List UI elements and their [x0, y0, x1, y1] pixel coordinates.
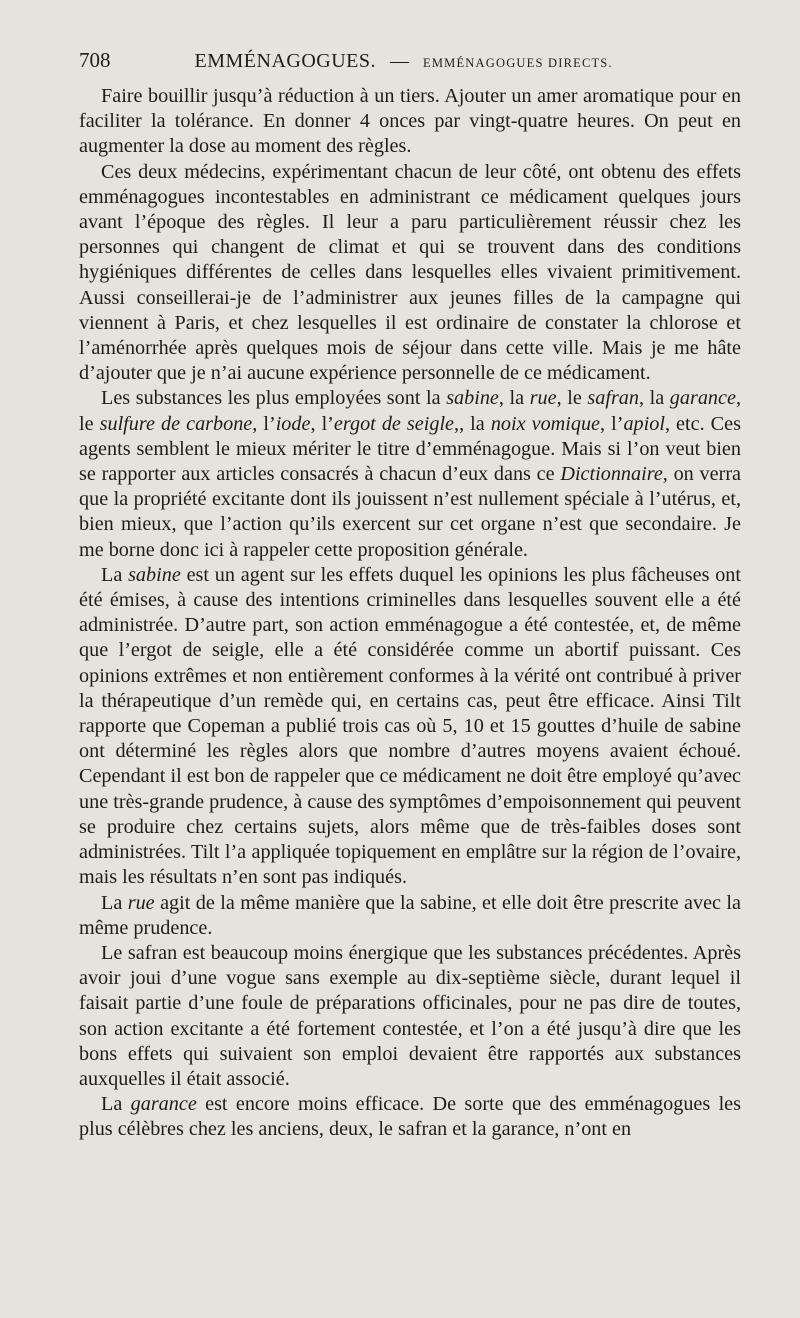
paragraph: [79, 84, 741, 160]
text-run: , la: [498, 387, 530, 410]
text-run: ,, la: [454, 412, 491, 435]
text-run: , le: [79, 387, 741, 435]
italic-term: safran: [587, 387, 639, 410]
text-run: Ces deux médecins, expérimentant chacun de leur côté, ont obtenu des effets emménagogues incontestables en administrant ce médicament quelques jours avant l’époque des règles. Il leur a paru particulièrement réussir chez les personnes qui changent de climat et qui se trouvent dans des conditions hygiéniques différentes de celles dans lesquelles elles vivaient primitivement. Aussi conseillerai-je de l’administrer aux jeunes filles de la campagne qui viennent à Paris, et chez lesquelles il est ordinaire de constater la chlorose et l’aménorrhée après quelques mois de séjour dans cette ville. Mais je me hâte d’ajouter que je n’ai aucune expérience personnelle de ce médicament.: [79, 160, 741, 385]
italic-term: garance: [669, 387, 736, 410]
text-run: , la: [639, 387, 670, 410]
italic-term: rue: [529, 387, 557, 410]
italic-term: sulfure de carbone: [99, 412, 253, 435]
italic-term: garance: [130, 1093, 197, 1116]
italic-term: sabine: [128, 563, 181, 586]
paragraph: [79, 891, 741, 941]
text-run: , l’: [310, 412, 334, 435]
text-run: est encore moins efficace. De sorte que des emménagogues les plus célèbres chez les anciens, deux, le safran et la garance, n’ont en: [79, 1093, 741, 1141]
text-run: La: [101, 1093, 131, 1116]
italic-term: apiol: [623, 412, 665, 435]
running-header: [79, 48, 759, 78]
italic-term: rue: [127, 891, 155, 914]
text-run: Le safran est beaucoup moins énergique que les substances précédentes. Après avoir joui d’une vogue sans exemple au dix-septième siècle, durant lequel il faisait partie d’une foule de préparations officinales, pour ne pas dire de toutes, son action excitante a été fortement contestée, et l’on a été jusqu’à dire que les bons effets qui suivaient son emploi devaient être rapportés aux substances auxquelles il était associé.: [79, 941, 741, 1090]
italic-term: iode: [275, 412, 311, 435]
paragraph: [79, 563, 741, 891]
text-run: , le: [556, 387, 588, 410]
paragraph: [79, 160, 741, 387]
text-run: La: [101, 563, 129, 586]
header-dash: —: [390, 51, 409, 72]
italic-term: sabine: [446, 387, 499, 410]
running-subtitle: EMMÉNAGOGUES DIRECTS.: [423, 56, 613, 70]
italic-term: noix vomique: [490, 412, 601, 435]
text-run: agit de la même manière que la sabine, et elle doit être prescrite avec la même prudence.: [79, 891, 741, 939]
italic-term: Dictionnaire: [560, 463, 663, 486]
running-title: EMMÉNAGOGUES.: [194, 50, 376, 72]
italic-term: ergot de seigle: [333, 412, 455, 435]
text-run: Faire bouillir jusqu’à réduction à un tiers. Ajouter un amer aromatique pour en faciliter la tolérance. En donner 4 onces par vingt-quatre heures. On peut en augmenter la dose au moment des règles.: [79, 85, 741, 158]
text-run: est un agent sur les effets duquel les opinions les plus fâcheuses ont été émises, à cause des intentions criminelles dans lesquelles souvent elle a été administrée. D’autre part, son action emménagogue a été contestée, et, de même que l’ergot de seigle, elle a été considérée comme un abortif puissant. Ces opinions extrêmes et non entièrement conformes à la vérité ont contribué à priver la thérapeutique d’un remède qui, en certains cas, peut être efficace. Ainsi Tilt rapporte que Copeman a publié trois cas où 5, 10 et 15 gouttes d’huile de sabine ont déterminé les règles alors que nombre d’autres moyens avaient échoué. Cependant il est bon de rappeler que ce médicament ne doit être employé qu’avec une très-grande prudence, à cause des symptômes d’empoisonnement qui peuvent se produire chez certains sujets, alors même que de très-faibles doses sont administrées. Tilt l’a appliquée topiquement en emplâtre sur la région de l’ovaire, mais les résultats n’en sont pas indiqués.: [79, 563, 742, 889]
paragraph: [79, 941, 741, 1092]
page-number: 708: [79, 48, 111, 72]
text-run: , etc. Ces agents semblent le mieux mériter le titre d’emménagogue. Mais si l’on veut bien se rapporter aux articles consacrés à chacun d’eux dans ce: [79, 412, 741, 486]
text-run: , l’: [252, 412, 276, 435]
text-run: , l’: [600, 412, 624, 435]
body-text: [79, 84, 741, 1143]
text-run: La: [101, 891, 128, 914]
paragraph: [79, 1092, 741, 1142]
text-run: Les substances les plus employées sont la: [101, 387, 447, 410]
text-run: , on verra que la propriété excitante dont ils jouissent n’est nullement spéciale à l’utérus, et, bien mieux, que l’action qu’ils exercent sur cet organe n’est que secondaire. Je me borne donc ici à rappeler cette proposition générale.: [79, 463, 742, 561]
paragraph: [79, 386, 741, 562]
